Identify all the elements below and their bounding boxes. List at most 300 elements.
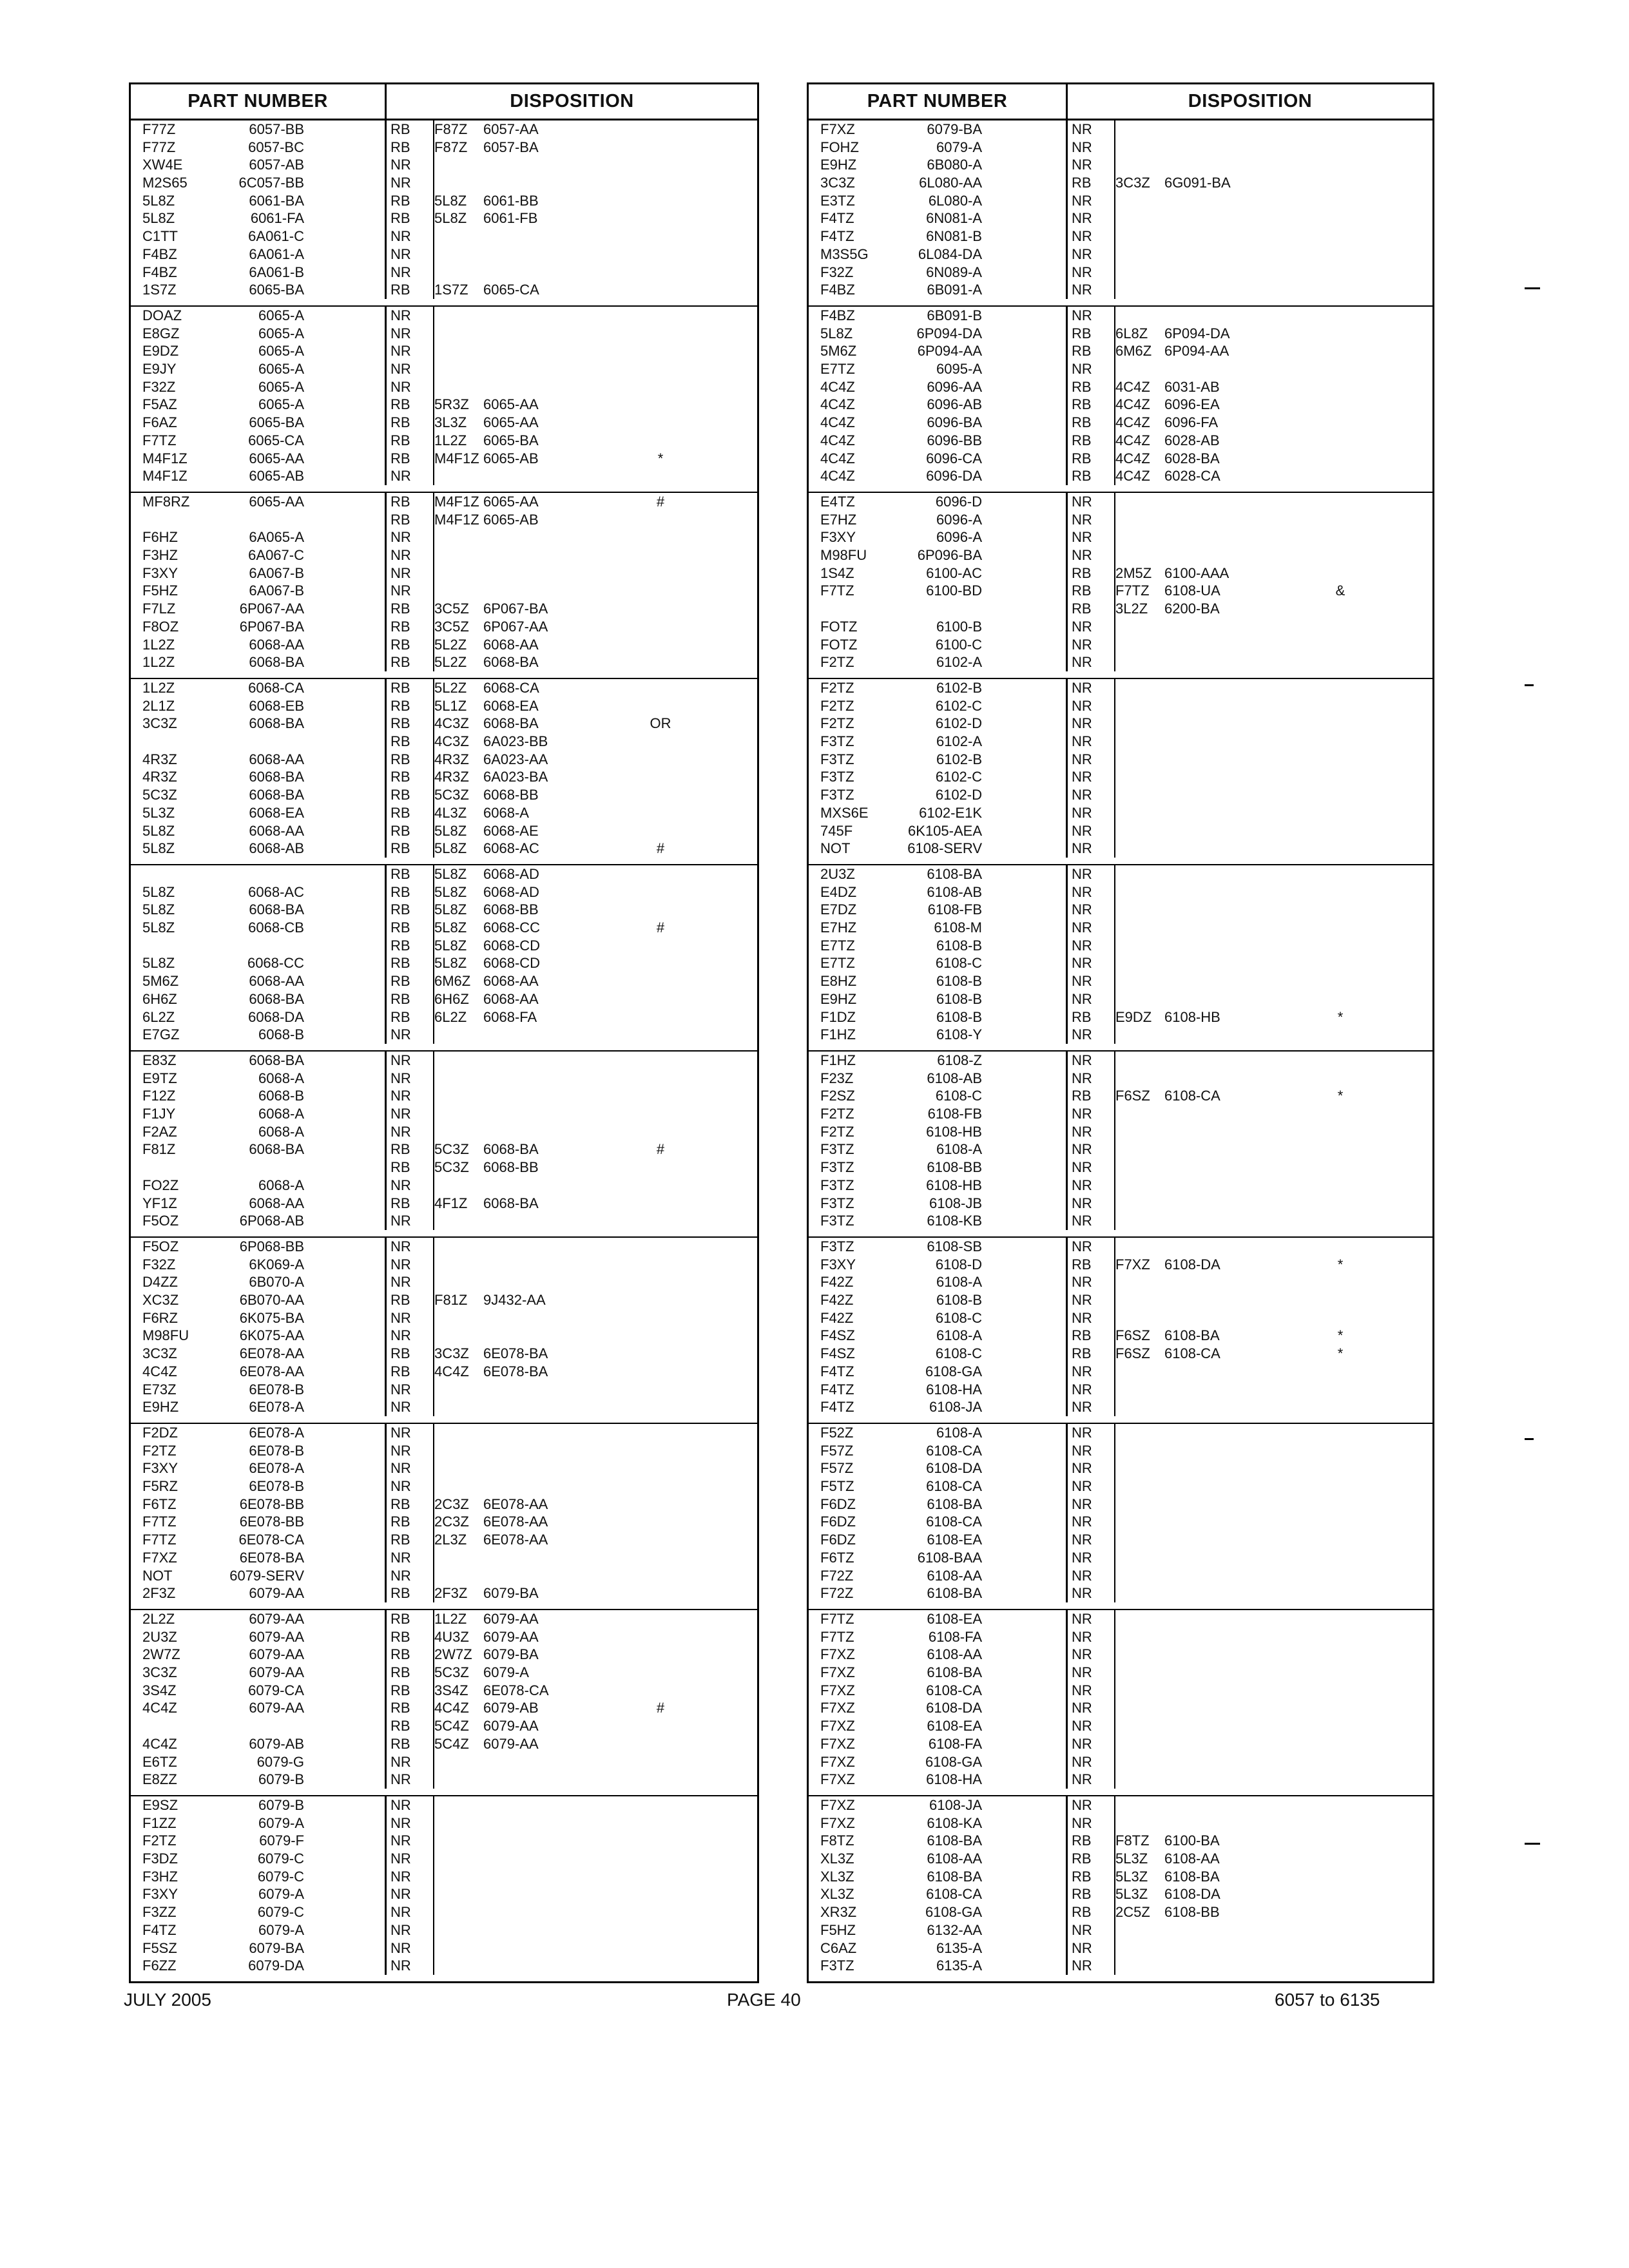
part-prefix: F2TZ xyxy=(820,680,854,696)
part-code: 6057-BB xyxy=(249,121,304,137)
pad xyxy=(715,1513,755,1531)
part-code: 6108-C xyxy=(935,955,982,972)
table-row xyxy=(131,1513,757,1531)
part-prefix: M2S65 xyxy=(142,175,188,191)
part-code: 6079-AA xyxy=(249,1628,304,1645)
disposition-flag: NR xyxy=(387,1256,434,1274)
pad xyxy=(715,715,755,733)
disposition-flag: NR xyxy=(387,1753,434,1771)
replacement-code: 6068-BA xyxy=(483,1195,539,1211)
part-code: 6068-BA xyxy=(249,715,304,732)
pad xyxy=(131,733,142,751)
part-code: 6102-A xyxy=(936,733,982,750)
replacement-prefix xyxy=(434,1087,483,1105)
row-group xyxy=(131,1424,757,1610)
table-row xyxy=(809,1273,1432,1291)
note-mark: * xyxy=(657,450,664,466)
part-code: 6108-FA xyxy=(928,1628,982,1645)
pad xyxy=(131,174,142,192)
note-mark xyxy=(1287,493,1394,511)
pad xyxy=(304,1442,387,1460)
disposition-flag: NR xyxy=(1068,1939,1115,1957)
replacement-prefix: 5C4Z xyxy=(434,1735,469,1752)
disposition-flag: RB xyxy=(387,840,434,858)
note-mark xyxy=(606,1646,715,1664)
part-prefix: E8HZ xyxy=(820,973,857,990)
replacement-code xyxy=(1164,822,1287,840)
part-prefix: F3ZZ xyxy=(142,1904,177,1921)
part-prefix: 4R3Z xyxy=(142,751,177,767)
pad xyxy=(304,264,387,282)
pad xyxy=(131,1531,142,1549)
replacement-prefix xyxy=(1115,751,1164,769)
part-prefix: M98FU xyxy=(820,547,867,564)
part-code: 6102-A xyxy=(936,654,982,671)
part-code: 6065-AA xyxy=(249,494,304,510)
row-group xyxy=(809,307,1432,493)
pad xyxy=(304,493,387,511)
replacement-code xyxy=(1164,1212,1287,1230)
part-code: 6065-A xyxy=(258,343,304,360)
part-code: 6057-BC xyxy=(248,139,304,155)
pad xyxy=(1394,1345,1436,1363)
pad xyxy=(809,1026,820,1044)
pad xyxy=(131,209,142,227)
replacement-prefix: 5L8Z xyxy=(434,955,467,972)
replacement-code xyxy=(1164,883,1287,901)
part-prefix: 4C4Z xyxy=(820,414,855,431)
part-prefix: E9HZ xyxy=(820,157,857,173)
part-prefix: E7TZ xyxy=(820,955,855,972)
replacement-code: 6E078-CA xyxy=(483,1682,549,1698)
replacement-prefix: 4C4Z xyxy=(1115,450,1150,466)
replacement-prefix: 4F1Z xyxy=(434,1195,468,1211)
disposition-flag: NR xyxy=(1068,786,1115,804)
pad xyxy=(809,120,820,139)
part-number-header: PART NUMBER xyxy=(809,84,1068,120)
pad xyxy=(304,804,387,822)
replacement-prefix: 5L3Z xyxy=(1115,1868,1148,1885)
part-code: 6068-EA xyxy=(249,804,304,821)
note-mark xyxy=(606,1735,715,1753)
part-prefix: FOHZ xyxy=(820,139,859,155)
table-row xyxy=(809,1424,1432,1442)
disposition-flag: RB xyxy=(1068,325,1115,343)
disposition-flag: NR xyxy=(1068,1105,1115,1123)
table-row xyxy=(131,954,757,972)
disposition-flag: RB xyxy=(387,1735,434,1753)
pad xyxy=(131,1814,142,1832)
replacement-code: 6108-BA xyxy=(1164,1327,1220,1344)
note-mark xyxy=(1287,1771,1394,1789)
table-row xyxy=(131,1381,757,1399)
note-mark: * xyxy=(1337,1327,1344,1344)
pad xyxy=(809,432,820,450)
note-mark xyxy=(1287,786,1394,804)
pad xyxy=(1394,865,1436,883)
disposition-flag: NR xyxy=(1068,192,1115,210)
replacement-code: 6A023-AA xyxy=(483,751,548,767)
replacement-code xyxy=(1164,1477,1287,1495)
table-row xyxy=(809,1868,1432,1886)
pad xyxy=(304,1195,387,1213)
replacement-prefix xyxy=(1115,1495,1164,1514)
pad xyxy=(304,840,387,858)
pad xyxy=(982,901,1068,919)
note-mark xyxy=(1287,192,1394,210)
disposition-flag: NR xyxy=(1068,1363,1115,1381)
table-row xyxy=(131,360,757,378)
part-code: 6A065-A xyxy=(249,529,304,546)
part-prefix: F3TZ xyxy=(820,751,854,767)
note-mark xyxy=(1287,865,1394,883)
pad xyxy=(715,618,755,636)
note-mark xyxy=(606,1796,715,1814)
pad xyxy=(1394,1717,1436,1735)
part-prefix: E4DZ xyxy=(820,883,857,900)
table-row xyxy=(131,414,757,432)
note-mark xyxy=(1287,618,1394,636)
disposition-flag: RB xyxy=(387,804,434,822)
replacement-prefix xyxy=(434,1238,483,1256)
pad xyxy=(304,1531,387,1549)
part-prefix: 2U3Z xyxy=(142,1628,177,1645)
part-prefix: F6DZ xyxy=(820,1532,856,1548)
part-code: 6079-A xyxy=(936,139,982,155)
part-prefix: F2TZ xyxy=(820,654,854,671)
disposition-flag: NR xyxy=(387,1442,434,1460)
disposition-flag: NR xyxy=(1068,1610,1115,1628)
pad xyxy=(809,1699,820,1717)
replacement-code xyxy=(1164,264,1287,282)
note-mark xyxy=(1287,1531,1394,1549)
table-row xyxy=(809,378,1432,396)
pad xyxy=(809,192,820,210)
table-row xyxy=(809,768,1432,786)
part-prefix: 745F xyxy=(820,822,853,839)
table-row xyxy=(809,1256,1432,1274)
disposition-flag: RB xyxy=(1068,1008,1115,1026)
replacement-code: 6108-AA xyxy=(1164,1850,1220,1867)
note-mark xyxy=(1287,972,1394,990)
pad xyxy=(304,432,387,450)
part-code: 6E078-AA xyxy=(239,1363,304,1379)
note-mark xyxy=(606,1345,715,1363)
pad xyxy=(304,1885,387,1903)
note-mark xyxy=(1287,528,1394,546)
table-row xyxy=(131,450,757,468)
part-prefix: 1L2Z xyxy=(142,654,175,671)
pad xyxy=(982,1814,1068,1832)
disposition-flag: NR xyxy=(1068,840,1115,858)
part-code: 6E078-BB xyxy=(239,1495,304,1512)
part-prefix: F2TZ xyxy=(820,697,854,714)
note-mark xyxy=(606,192,715,210)
replacement-prefix xyxy=(1115,715,1164,733)
pad xyxy=(131,1717,142,1735)
part-prefix: F7XZ xyxy=(820,1682,855,1698)
replacement-code xyxy=(483,1256,606,1274)
replacement-code: 6108-DA xyxy=(1164,1256,1220,1273)
replacement-code: 6108-UA xyxy=(1164,582,1220,599)
replacement-code: 6068-CA xyxy=(483,680,539,696)
pad xyxy=(715,733,755,751)
pad xyxy=(1394,414,1436,432)
replacement-code: 6068-AA xyxy=(483,990,539,1007)
part-code: 6108-B xyxy=(936,1292,982,1309)
pad xyxy=(131,1398,142,1416)
pad xyxy=(1394,1549,1436,1567)
note-mark xyxy=(1287,1567,1394,1585)
part-code: 6108-A xyxy=(936,1327,982,1344)
replacement-code: 6E078-AA xyxy=(483,1495,548,1512)
part-code: 6065-A xyxy=(258,307,304,323)
table-row xyxy=(131,307,757,325)
table-row xyxy=(809,715,1432,733)
pad xyxy=(1394,1309,1436,1327)
table-row xyxy=(809,528,1432,546)
part-prefix: F3TZ xyxy=(820,1238,854,1254)
disposition-flag: RB xyxy=(1068,174,1115,192)
pad xyxy=(809,209,820,227)
part-code: 6L080-A xyxy=(928,192,982,209)
table-row xyxy=(809,342,1432,360)
table-row xyxy=(809,1008,1432,1026)
part-code: 6E078-A xyxy=(249,1460,304,1477)
pad xyxy=(304,511,387,529)
table-row xyxy=(809,1939,1432,1957)
replacement-prefix xyxy=(1115,281,1164,299)
replacement-prefix: 6M6Z xyxy=(434,973,471,990)
disposition-flag: NR xyxy=(1068,1195,1115,1213)
replacement-code xyxy=(1164,1664,1287,1682)
replacement-prefix: 6L2Z xyxy=(434,1008,467,1025)
part-prefix: F57Z xyxy=(820,1460,854,1477)
disposition-flag: RB xyxy=(387,865,434,883)
part-prefix: F5OZ xyxy=(142,1238,179,1254)
note-mark xyxy=(606,1309,715,1327)
part-prefix: M3S5G xyxy=(820,245,869,262)
replacement-code xyxy=(483,245,606,264)
part-prefix: F5SZ xyxy=(142,1939,177,1956)
replacement-code: 6068-BA xyxy=(483,715,539,732)
disposition-flag: NR xyxy=(387,1850,434,1868)
table-row xyxy=(809,1309,1432,1327)
part-prefix: XL3Z xyxy=(820,1868,854,1885)
pad xyxy=(131,378,142,396)
pad xyxy=(809,697,820,715)
pad xyxy=(304,1424,387,1442)
part-prefix: 4C4Z xyxy=(142,1735,177,1752)
replacement-code xyxy=(483,1549,606,1567)
pad xyxy=(304,1939,387,1957)
disposition-flag: RB xyxy=(387,786,434,804)
pad xyxy=(982,1939,1068,1957)
table-row xyxy=(809,1087,1432,1105)
pad xyxy=(809,1567,820,1585)
disposition-flag: NR xyxy=(1068,954,1115,972)
part-prefix: F4TZ xyxy=(820,1399,854,1416)
pad xyxy=(304,396,387,414)
pad xyxy=(982,954,1068,972)
replacement-prefix xyxy=(434,325,483,343)
pad xyxy=(809,1717,820,1735)
part-prefix: 3C3Z xyxy=(142,1345,177,1362)
part-prefix: F32Z xyxy=(142,1256,176,1273)
disposition-flag: NR xyxy=(1068,1273,1115,1291)
note-mark xyxy=(606,245,715,264)
replacement-code xyxy=(1164,1549,1287,1567)
row-group xyxy=(809,1424,1432,1610)
disposition-flag: NR xyxy=(1068,1070,1115,1088)
disposition-flag: NR xyxy=(1068,1398,1115,1416)
pad xyxy=(982,1459,1068,1477)
note-mark xyxy=(1287,1070,1394,1088)
note-mark xyxy=(606,1664,715,1682)
pad xyxy=(1394,919,1436,937)
part-prefix: F3HZ xyxy=(142,547,178,564)
table-row xyxy=(809,1123,1432,1141)
note-mark xyxy=(606,1939,715,1957)
table-row xyxy=(131,1177,757,1195)
pad xyxy=(131,804,142,822)
table-row xyxy=(809,822,1432,840)
pad xyxy=(809,264,820,282)
pad xyxy=(982,174,1068,192)
replacement-code: 6061-FB xyxy=(483,210,538,227)
disposition-flag: NR xyxy=(387,342,434,360)
replacement-prefix: F6SZ xyxy=(1115,1345,1150,1362)
pad xyxy=(131,1052,142,1070)
replacement-code xyxy=(1164,120,1287,139)
disposition-flag: NR xyxy=(1068,1513,1115,1531)
part-code: 6065-AA xyxy=(249,450,304,466)
disposition-flag: NR xyxy=(1068,1628,1115,1646)
pad xyxy=(304,174,387,192)
table-row xyxy=(131,396,757,414)
table-row xyxy=(809,360,1432,378)
pad xyxy=(715,1610,755,1628)
pad xyxy=(131,1177,142,1195)
margin-tick xyxy=(1525,1438,1534,1440)
pad xyxy=(715,493,755,511)
replacement-code xyxy=(1164,1398,1287,1416)
part-prefix: 3C3Z xyxy=(820,175,855,191)
replacement-code xyxy=(1164,1177,1287,1195)
pad xyxy=(809,937,820,955)
note-mark: OR xyxy=(650,715,671,732)
pad xyxy=(982,1052,1068,1070)
part-code xyxy=(223,937,304,955)
part-prefix: F1JY xyxy=(142,1106,176,1122)
replacement-prefix: M4F1Z xyxy=(434,450,479,466)
part-code: 6B091-A xyxy=(927,282,982,298)
pad xyxy=(982,1885,1068,1903)
note-mark xyxy=(606,511,715,529)
part-code: 6096-D xyxy=(935,494,982,510)
replacement-code: 6P094-AA xyxy=(1164,343,1229,360)
pad xyxy=(715,1442,755,1460)
part-code: 6065-A xyxy=(258,378,304,395)
note-mark xyxy=(606,1531,715,1549)
replacement-code xyxy=(1164,653,1287,671)
note-mark xyxy=(606,1610,715,1628)
table-row xyxy=(809,1398,1432,1416)
note-mark: # xyxy=(656,840,665,857)
replacement-code xyxy=(1164,1939,1287,1957)
note-mark: # xyxy=(656,494,665,510)
part-code: 6108-C xyxy=(935,1088,982,1104)
replacement-code xyxy=(483,1903,606,1921)
disposition-flag: RB xyxy=(1068,1868,1115,1886)
part-prefix xyxy=(142,733,223,751)
part-prefix: NOT xyxy=(820,840,851,857)
pad xyxy=(809,715,820,733)
disposition-flag: NR xyxy=(387,1549,434,1567)
note-mark xyxy=(1287,937,1394,955)
table-row xyxy=(131,1699,757,1717)
replacement-prefix xyxy=(1115,1584,1164,1602)
pad xyxy=(1394,840,1436,858)
part-code: 6061-FA xyxy=(250,210,304,227)
disposition-flag: NR xyxy=(387,174,434,192)
part-prefix: 4C4Z xyxy=(142,1700,177,1716)
table-row xyxy=(809,1442,1432,1460)
pad xyxy=(1394,1682,1436,1700)
pad xyxy=(982,1424,1068,1442)
part-code: 6108-GA xyxy=(925,1753,982,1770)
table-row xyxy=(131,1939,757,1957)
pad xyxy=(809,1646,820,1664)
replacement-prefix xyxy=(1115,1699,1164,1717)
note-mark xyxy=(1287,1921,1394,1939)
table-row xyxy=(131,1832,757,1850)
pad xyxy=(131,883,142,901)
replacement-code: 6068-BA xyxy=(483,1141,539,1158)
pad xyxy=(304,1459,387,1477)
pad xyxy=(809,1363,820,1381)
disposition-flag: NR xyxy=(1068,245,1115,264)
note-mark xyxy=(1287,697,1394,715)
part-prefix: 4C4Z xyxy=(142,1363,177,1379)
pad xyxy=(715,1424,755,1442)
pad xyxy=(715,1123,755,1141)
replacement-prefix: 1L2Z xyxy=(434,432,467,448)
pad xyxy=(982,636,1068,654)
table-body xyxy=(131,120,757,1981)
part-code: 6C057-BB xyxy=(238,175,304,191)
replacement-prefix xyxy=(434,1070,483,1088)
table-row xyxy=(809,1796,1432,1814)
part-code: 6108-SERV xyxy=(907,840,982,857)
pad xyxy=(715,467,755,485)
part-code: 6068-CA xyxy=(248,680,304,696)
replacement-code xyxy=(1164,1158,1287,1177)
pad xyxy=(982,307,1068,325)
table-row xyxy=(809,1195,1432,1213)
part-code: 6108-CA xyxy=(926,1886,982,1903)
pad xyxy=(715,1327,755,1345)
part-code: 6108-B xyxy=(936,990,982,1007)
pad xyxy=(982,768,1068,786)
part-prefix: 2U3Z xyxy=(820,866,855,882)
replacement-code xyxy=(1164,751,1287,769)
table-row xyxy=(809,937,1432,955)
note-mark xyxy=(1287,432,1394,450)
pad xyxy=(809,1123,820,1141)
replacement-prefix xyxy=(1115,1628,1164,1646)
disposition-flag: RB xyxy=(387,1628,434,1646)
